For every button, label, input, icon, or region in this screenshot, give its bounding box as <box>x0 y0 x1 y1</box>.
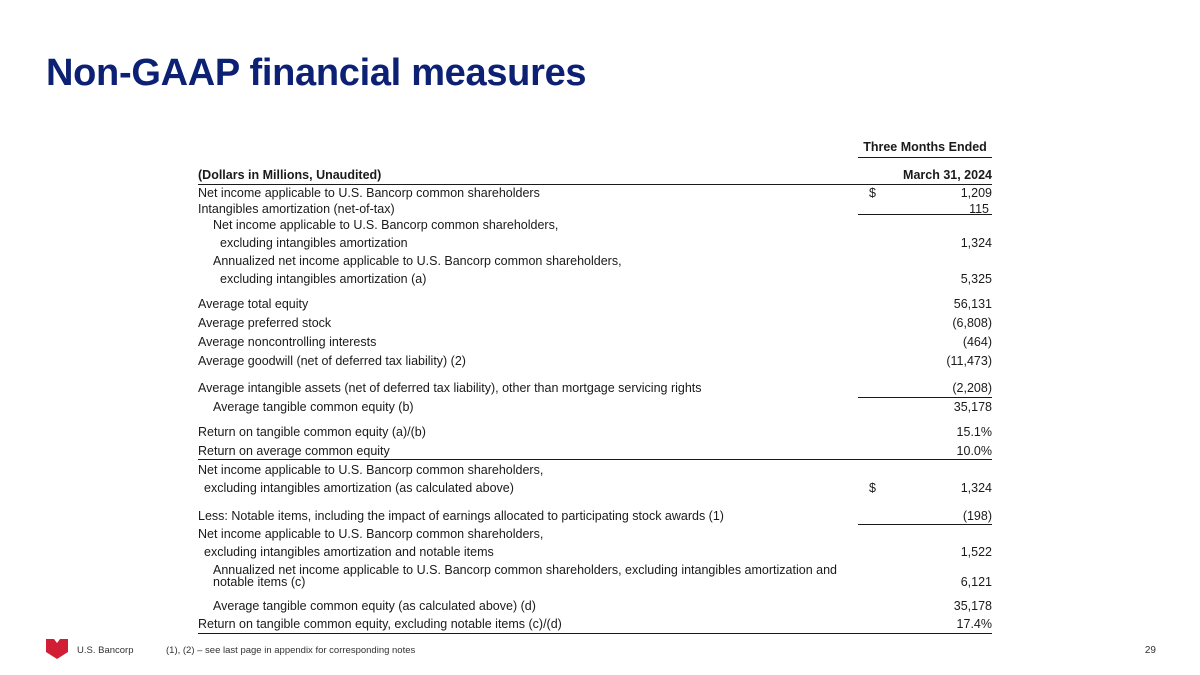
footnote: (1), (2) – see last page in appendix for corresponding notes <box>166 645 416 656</box>
row-value: 6,121 <box>960 575 992 589</box>
row-label: Net income applicable to U.S. Bancorp common shareholders, <box>198 463 544 477</box>
row-label: Average noncontrolling interests <box>198 335 377 349</box>
table-row <box>198 573 992 591</box>
row-label: Return on tangible common equity (a)/(b) <box>198 425 426 439</box>
row-label: Net income applicable to U.S. Bancorp common shareholders, <box>213 218 559 232</box>
row-label: Net income applicable to U.S. Bancorp common shareholders, <box>198 527 544 541</box>
table-row <box>198 461 992 479</box>
row-label: excluding intangibles amortization (a) <box>220 272 427 286</box>
row-label: Average goodwill (net of deferred tax liability) (2) <box>198 354 466 368</box>
row-value: 1,209 <box>960 186 992 200</box>
table-row <box>198 543 992 561</box>
table-row <box>198 597 992 615</box>
row-value: (11,473) <box>946 354 992 368</box>
table-row <box>198 507 992 525</box>
row-label: Net income applicable to U.S. Bancorp common shareholders <box>198 186 540 200</box>
brand-name: U.S. Bancorp <box>77 645 134 656</box>
table-row <box>198 398 992 416</box>
table-row <box>198 479 992 497</box>
row-label: Average preferred stock <box>198 316 332 330</box>
row-value: 1,324 <box>960 236 992 250</box>
dollar-sign: $ <box>869 481 876 495</box>
row-label: Average total equity <box>198 297 309 311</box>
table-row <box>198 252 992 270</box>
row-label: Average tangible common equity (as calculated above) (d) <box>213 599 536 613</box>
table-row <box>198 525 992 543</box>
row-label: Annualized net income applicable to U.S. Bancorp common shareholders, <box>213 254 622 268</box>
period-header-rule <box>858 157 992 158</box>
row-value: 5,325 <box>960 272 992 286</box>
row-value: 1,522 <box>960 545 992 559</box>
row-value: (6,808) <box>952 316 992 330</box>
table-row <box>198 379 992 397</box>
period-header: Three Months Ended <box>863 140 987 154</box>
bottom-rule <box>198 633 992 634</box>
page-number: 29 <box>1144 645 1156 656</box>
us-bancorp-logo-icon <box>46 639 68 659</box>
row-label: Annualized net income applicable to U.S. Bancorp common shareholders, excluding intangibles amortization and <box>213 563 837 577</box>
row-value: 1,324 <box>960 481 992 495</box>
table-row <box>198 314 992 332</box>
row-label: Average tangible common equity (b) <box>213 400 414 414</box>
row-value: 56,131 <box>953 297 992 311</box>
row-value: 10.0% <box>956 444 992 458</box>
row-value: (2,208) <box>952 381 992 395</box>
table-row <box>198 234 992 252</box>
table-row <box>198 270 992 288</box>
row-label: Intangibles amortization (net-of-tax) <box>198 202 395 216</box>
table-row <box>198 615 992 633</box>
row-value: (464) <box>962 335 992 349</box>
units-header: (Dollars in Millions, Unaudited) <box>198 168 382 182</box>
row-value: 15.1% <box>956 425 992 439</box>
date-header: March 31, 2024 <box>903 168 992 182</box>
table-row <box>198 295 992 313</box>
table-row <box>198 216 992 234</box>
row-value: 35,178 <box>953 599 992 613</box>
row-value: 115 <box>969 202 989 216</box>
row-label: excluding intangibles amortization <box>220 236 408 250</box>
row-label: Average intangible assets (net of deferred tax liability), other than mortgage servicing rights <box>198 381 702 395</box>
row-value: 35,178 <box>953 400 992 414</box>
row-label: notable items (c) <box>213 575 306 589</box>
row-label: Return on tangible common equity, excluding notable items (c)/(d) <box>198 617 562 631</box>
row-value: 17.4% <box>956 617 992 631</box>
dollar-sign: $ <box>869 186 876 200</box>
table-row <box>198 352 992 370</box>
row-label: Less: Notable items, including the impact of earnings allocated to participating stock awards (1) <box>198 509 724 523</box>
row-label: Return on average common equity <box>198 444 390 458</box>
table-row <box>198 333 992 351</box>
row-label: excluding intangibles amortization and notable items <box>204 545 494 559</box>
row-value: (198) <box>962 509 992 523</box>
page-title: Non-GAAP financial measures <box>46 52 587 94</box>
row-label: excluding intangibles amortization (as calculated above) <box>204 481 514 495</box>
table-row <box>198 442 992 460</box>
table-row <box>198 423 992 441</box>
